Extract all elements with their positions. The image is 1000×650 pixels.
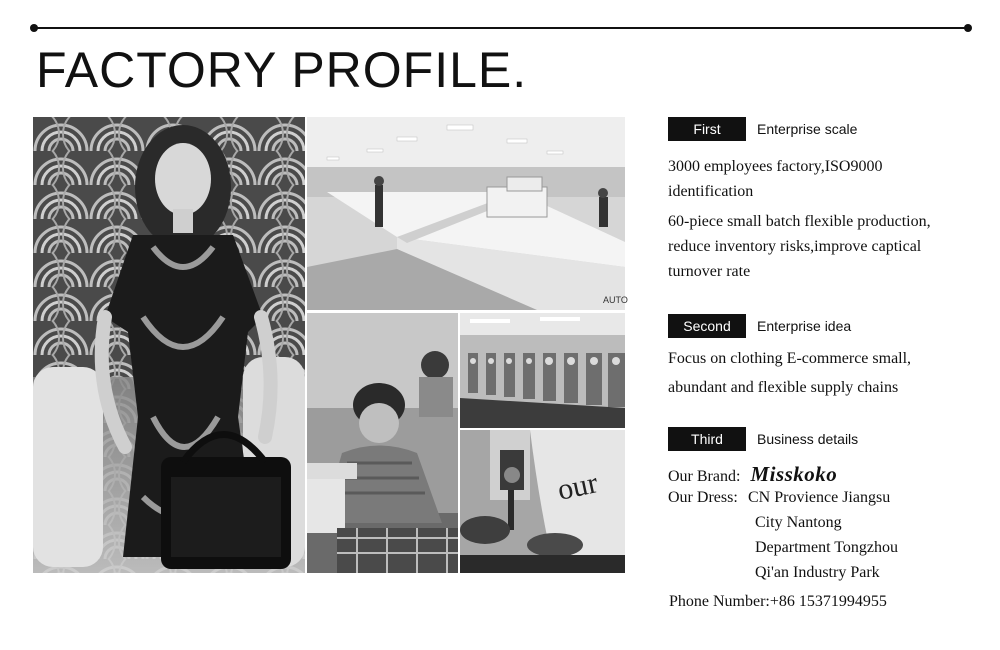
section-third-tag: Third	[668, 427, 746, 451]
rule-dot-right	[964, 24, 972, 32]
brand-label: Our Brand:	[668, 468, 741, 485]
model-photo	[33, 117, 305, 573]
address-line-4: Qi'an Industry Park	[755, 564, 880, 581]
sewing-worker-photo	[307, 313, 458, 573]
section-first-tag: First	[668, 117, 746, 141]
section-second-heading: Enterprise idea	[757, 318, 852, 334]
phone-number: Phone Number:+86 15371994955	[669, 593, 887, 610]
section-second-header	[668, 314, 988, 338]
section-first-paragraph-2: 60-piece small batch flexible production, reduce inventory risks,improve captical turnover rate	[668, 213, 931, 280]
rule-dot-left	[30, 24, 38, 32]
section-second-tag: Second	[668, 314, 746, 338]
shirt-print-text: our	[554, 466, 601, 507]
dress-label: Our Dress:	[668, 489, 738, 506]
machine-label: AUTO	[603, 295, 628, 305]
section-first-paragraph-1: 3000 employees factory,ISO9000 identification	[668, 158, 883, 200]
embroidery-machines-photo	[460, 313, 625, 428]
section-second-paragraph-2: abundant and flexible supply chains	[668, 379, 899, 396]
section-first-header	[668, 117, 988, 141]
brand-name: Misskoko	[750, 462, 838, 486]
top-rule	[33, 27, 968, 29]
cutting-floor-photo	[307, 117, 628, 310]
sewing-closeup-photo	[460, 430, 625, 573]
address-line-2: City Nantong	[755, 514, 842, 531]
section-third-header	[668, 427, 988, 451]
page-title: FACTORY PROFILE.	[36, 42, 528, 98]
brand-row	[668, 462, 837, 487]
address-line-3: Department Tongzhou	[755, 539, 898, 556]
section-third-heading: Business details	[757, 431, 859, 447]
address-line-1: CN Provience Jiangsu	[748, 489, 891, 506]
section-second-paragraph-1: Focus on clothing E-commerce small,	[668, 350, 912, 367]
section-first-heading: Enterprise scale	[757, 121, 858, 137]
